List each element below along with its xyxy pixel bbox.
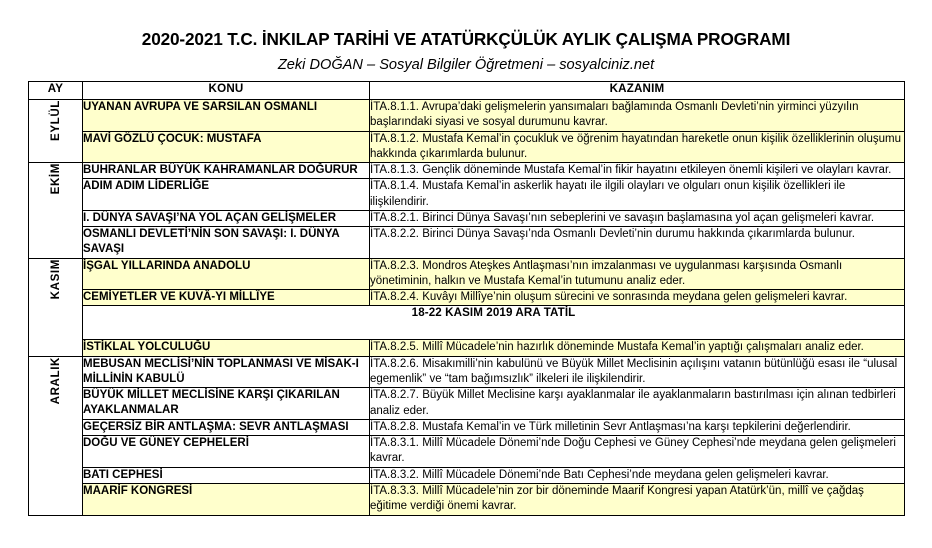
outcome-cell: İTA.8.1.3. Gençlik döneminde Mustafa Kemal’in fikir hayatını etkileyen önemli kişileri ve olayları kavrar. <box>370 163 905 179</box>
topic-cell: BATI CEPHESİ <box>83 467 370 483</box>
table-row <box>29 306 905 340</box>
column-header-month: AY <box>29 81 83 99</box>
author-byline: Zeki DOĞAN – Sosyal Bilgiler Öğretmeni – sosyalciniz.net <box>277 56 655 73</box>
topic-cell: I. DÜNYA SAVAŞI’NA YOL AÇAN GELİŞMELER <box>83 210 370 226</box>
month-cell <box>29 99 83 162</box>
outcome-cell: İTA.8.2.7. Büyük Millet Meclisine karşı ayaklanmalar ile ayaklanmaların bastırılması için alınan tedbirleri analiz eder. <box>370 388 905 420</box>
outcome-cell: İTA.8.2.5. Millî Mücadele’nin hazırlık döneminde Mustafa Kemal’in yaptığı çalışmaları analiz eder. <box>370 340 905 356</box>
table-row <box>29 99 905 131</box>
outcome-cell: İTA.8.1.2. Mustafa Kemal’in çocukluk ve öğrenim hayatından hareketle onun kişilik özelliklerinin oluşumu hakkında çıkarımlarda bulunur. <box>370 131 905 163</box>
table-row <box>29 467 905 483</box>
table-row <box>29 163 905 179</box>
outcome-cell: İTA.8.2.6. Misakımilli’nin kabulünü ve Büyük Millet Meclisinin açılışını vatanın bütünlüğü esası ile “ulusal egemenlik” ve “tam bağımsızlık” ilkeleri ile ilişkilendirir. <box>370 356 905 388</box>
outcome-cell: İTA.8.1.1. Avrupa’daki gelişmelerin yansımaları bağlamında Osmanlı Devleti’nin yirminci yüzyılın başlarındaki siyasi ve sosyal durumunu kavrar. <box>370 99 905 131</box>
outcome-cell: İTA.8.2.1. Birinci Dünya Savaşı’nın sebeplerini ve savaşın başlamasına yol açan gelişmeleri kavrar. <box>370 210 905 226</box>
table-row <box>29 179 905 211</box>
outcome-cell: İTA.8.2.3. Mondros Ateşkes Antlaşması’nın imzalanması ve uygulanması karşısında Osmanlı yönetiminin, halkın ve Mustafa Kemal’in tutumunu analiz eder. <box>370 258 905 290</box>
month-cell <box>29 356 83 515</box>
table-header <box>29 81 905 99</box>
outcome-cell: İTA.8.2.4. Kuvâyı Millîye’nin oluşum sürecini ve sonrasında meydana gelen gelişmeleri kavrar. <box>370 290 905 306</box>
table-row <box>29 419 905 435</box>
outcome-cell: İTA.8.2.8. Mustafa Kemal’in ve Türk milletinin Sevr Antlaşması’na karşı tepkilerini değerlendirir. <box>370 419 905 435</box>
page-title: 2020-2021 T.C. İNKILAP TARİHİ VE ATATÜRKÇÜLÜK AYLIK ÇALIŞMA PROGRAMI <box>141 29 791 49</box>
topic-cell: MEBUSAN MECLİSİ’NİN TOPLANMASI VE MİSAK-I MİLLİNİN KABULÜ <box>83 356 370 388</box>
outcome-cell: İTA.8.2.2. Birinci Dünya Savaşı’nda Osmanlı Devleti’nin durumu hakkında çıkarımlarda bulunur. <box>370 227 905 258</box>
topic-cell: DOĞU VE GÜNEY CEPHELERİ <box>83 436 370 468</box>
topic-cell: ADIM ADIM LİDERLİĞE <box>83 179 370 211</box>
topic-cell: OSMANLI DEVLETİ’NİN SON SAVAŞI: I. DÜNYA SAVAŞI <box>83 227 370 258</box>
topic-cell: CEMİYETLER VE KUVÂ-YI MİLLÎYE <box>83 290 370 306</box>
table-body <box>29 99 905 515</box>
holiday-banner: 18-22 KASIM 2019 ARA TATİL <box>83 306 905 340</box>
outcome-cell: İTA.8.3.2. Millî Mücadele Dönemi’nde Batı Cephesi’nde meydana gelen gelişmeleri kavrar. <box>370 467 905 483</box>
topic-cell: BUHRANLAR BÜYÜK KAHRAMANLAR DOĞURUR <box>83 163 370 179</box>
monthly-program-table <box>28 81 905 516</box>
topic-cell: BÜYÜK MİLLET MECLİSİNE KARŞI ÇIKARILAN AYAKLANMALAR <box>83 388 370 420</box>
topic-cell: MAVİ GÖZLÜ ÇOCUK: MUSTAFA <box>83 131 370 163</box>
month-label: KASIM <box>48 258 62 299</box>
month-label: ARALIK <box>48 356 62 405</box>
table-row <box>29 131 905 163</box>
table-header-row <box>29 81 905 99</box>
topic-cell: GEÇERSİZ BİR ANTLAŞMA: SEVR ANTLAŞMASI <box>83 419 370 435</box>
table-row <box>29 340 905 356</box>
topic-cell: UYANAN AVRUPA VE SARSILAN OSMANLI <box>83 99 370 131</box>
table-row <box>29 227 905 258</box>
topic-cell: İŞGAL YILLARINDA ANADOLU <box>83 258 370 290</box>
month-label: EYLÜL <box>48 99 62 141</box>
month-label: EKİM <box>48 163 62 195</box>
outcome-cell: İTA.8.3.3. Millî Mücadele’nin zor bir döneminde Maarif Kongresi yapan Atatürk’ün, millî ve çağdaş eğitime verdiği önemi kavrar. <box>370 483 905 515</box>
column-header-outcome: KAZANIM <box>370 81 905 99</box>
table-row <box>29 436 905 468</box>
table-row <box>29 210 905 226</box>
month-cell <box>29 163 83 258</box>
month-cell <box>29 258 83 356</box>
table-row <box>29 356 905 388</box>
table-row <box>29 483 905 515</box>
outcome-cell: İTA.8.1.4. Mustafa Kemal’in askerlik hayatı ile ilgili olayları ve olguları onun kişilik özellikleri ile ilişkilendirir. <box>370 179 905 211</box>
table-row <box>29 388 905 420</box>
column-header-topic: KONU <box>83 81 370 99</box>
outcome-cell: İTA.8.3.1. Millî Mücadele Dönemi’nde Doğu Cephesi ve Güney Cephesi’nde meydana gelen gelişmeleri kavrar. <box>370 436 905 468</box>
table-row <box>29 290 905 306</box>
topic-cell: MAARİF KONGRESİ <box>83 483 370 515</box>
program-table-container <box>0 81 932 516</box>
table-row <box>29 258 905 290</box>
topic-cell: İSTİKLAL YOLCULUĞU <box>83 340 370 356</box>
